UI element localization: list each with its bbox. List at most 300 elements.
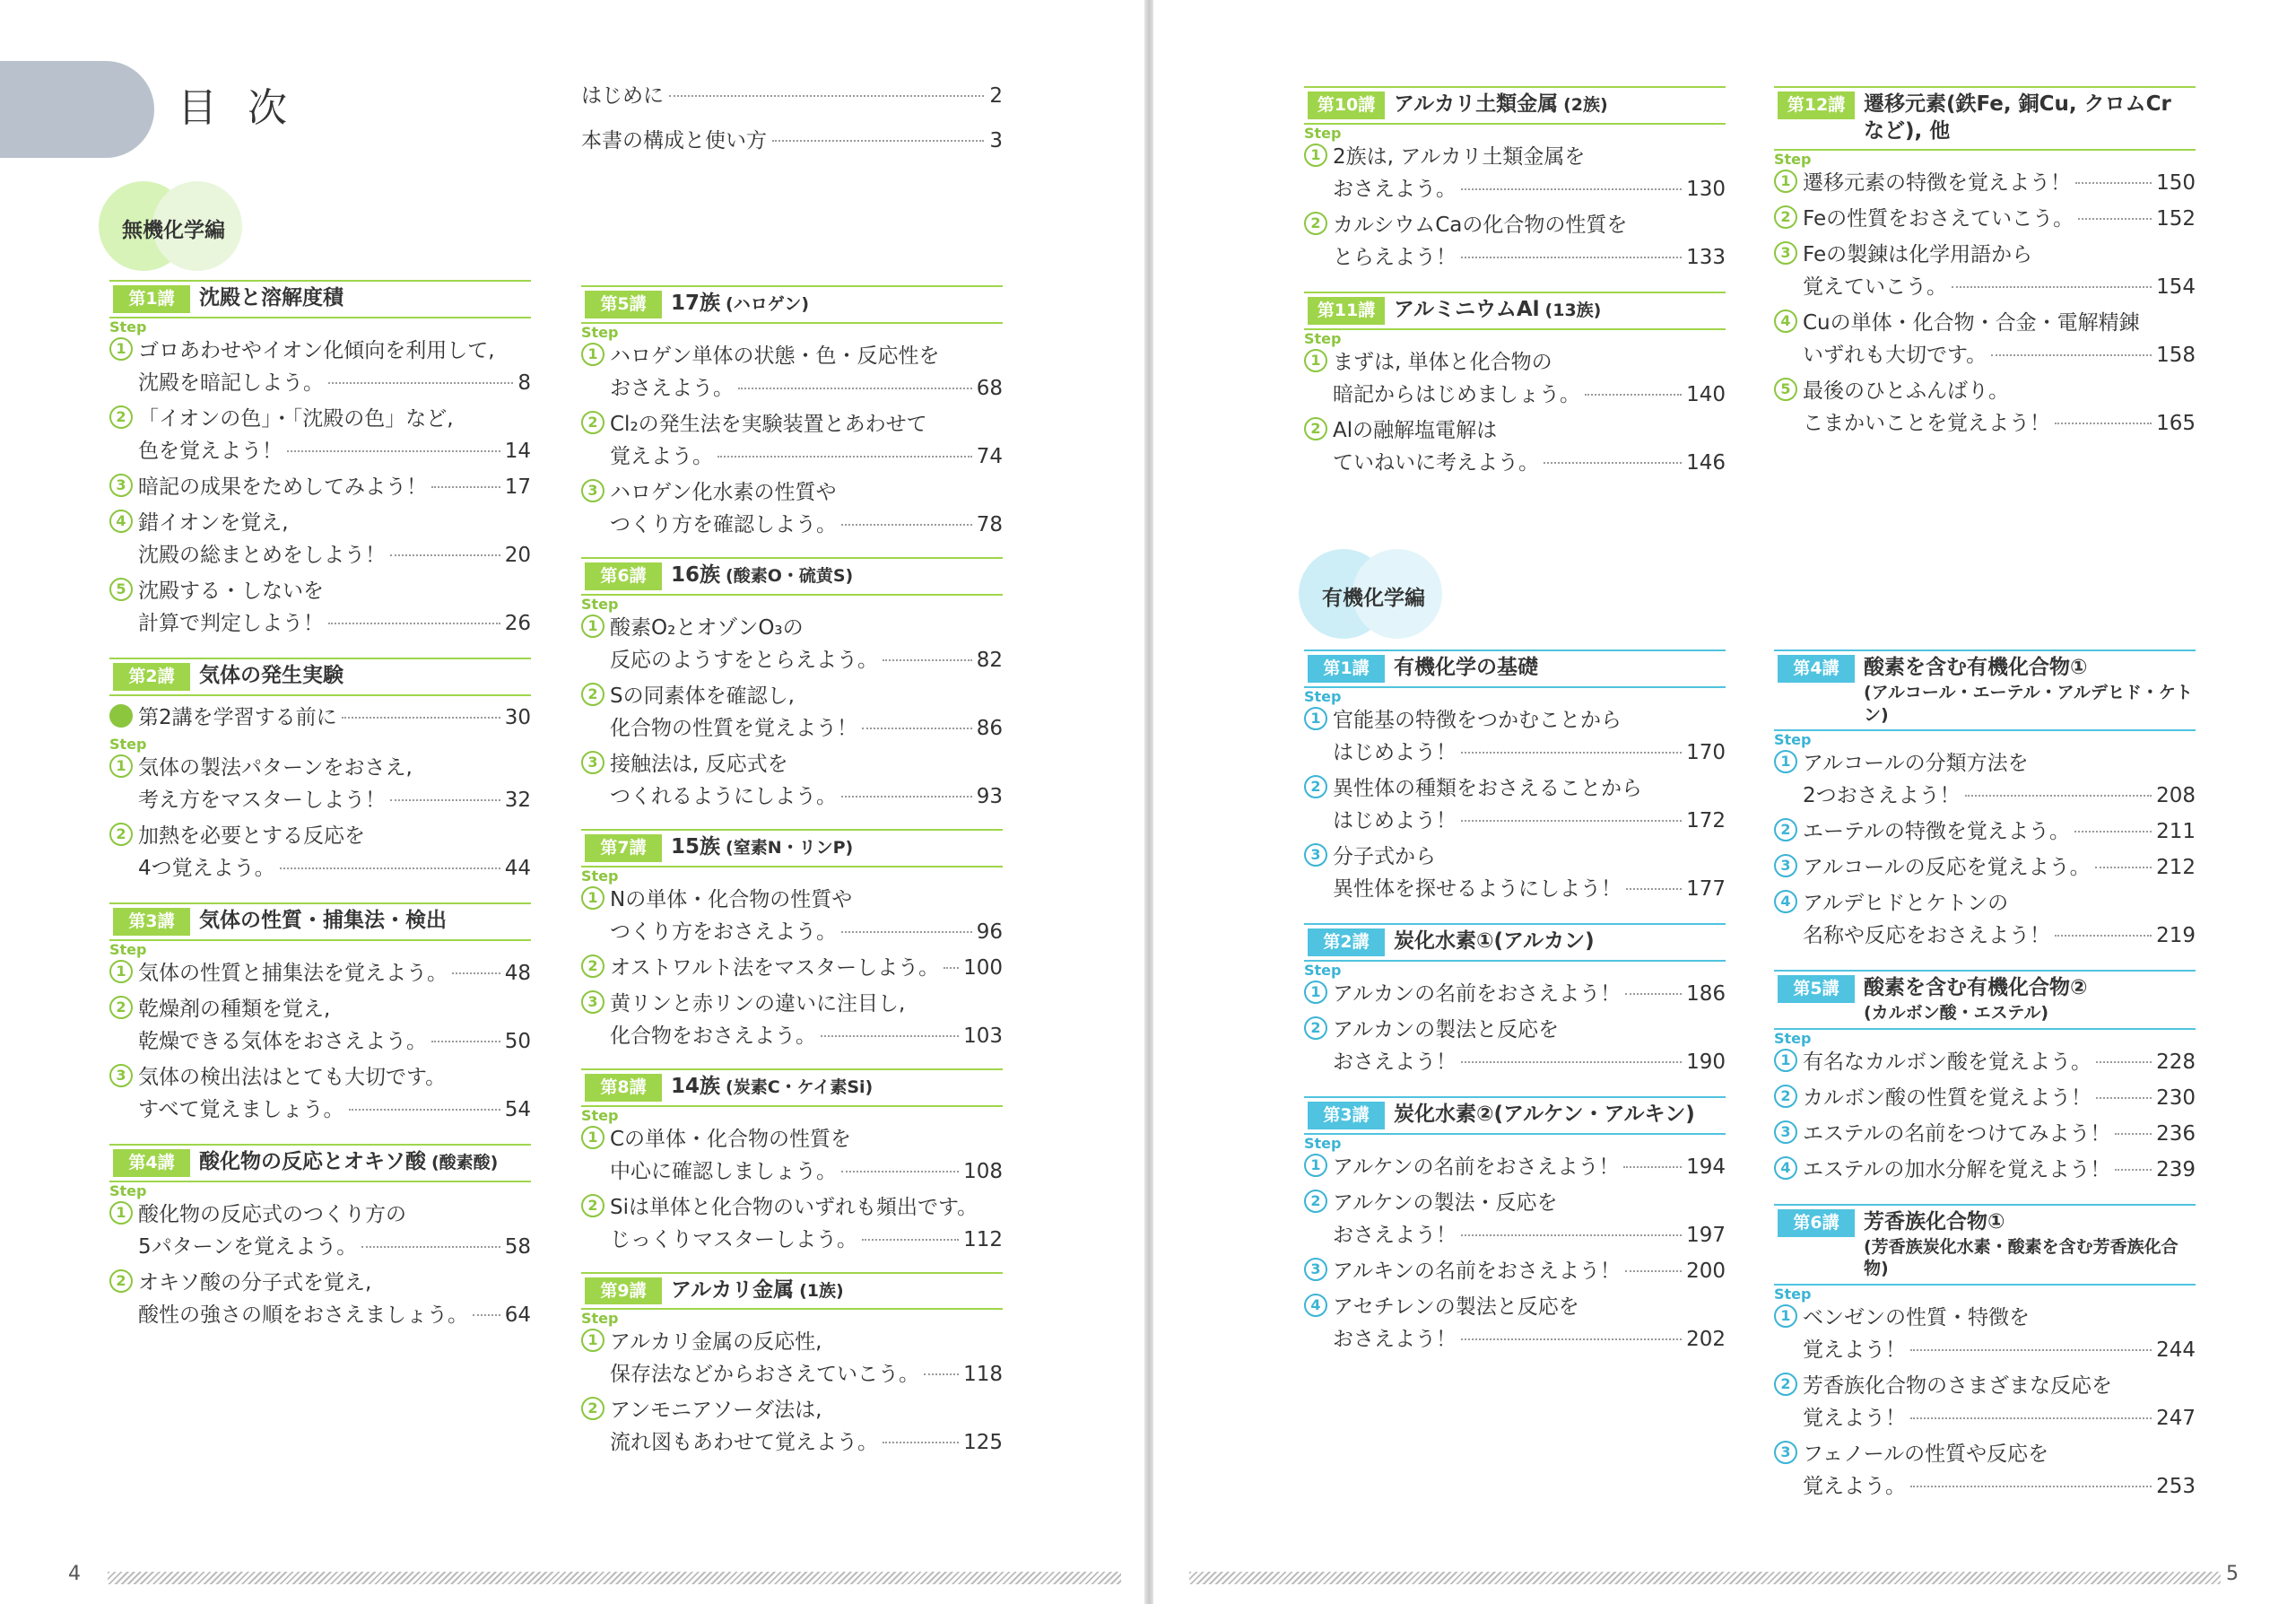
entry-last-line — [138, 1231, 531, 1263]
entry-text-line: 乾燥できる気体をおさえよう。 — [138, 1029, 427, 1053]
entry-last-line — [610, 1426, 1003, 1459]
entry-text-line: 2つおさえよう！ — [1803, 784, 1961, 808]
lecture-title — [662, 562, 1003, 589]
intro-entry[interactable] — [581, 79, 1003, 109]
step-number-icon: 4 — [1774, 309, 1797, 333]
entry-last-line — [1333, 737, 1726, 769]
page-number: 8 — [517, 370, 531, 395]
step-entry[interactable] — [109, 957, 531, 989]
lecture-header[interactable] — [1304, 86, 1726, 125]
entry-text-line: アンモニアソーダ法は, — [610, 1399, 822, 1423]
step-entry[interactable] — [1774, 1118, 2196, 1150]
entry-last-line — [1333, 241, 1726, 274]
step-entry[interactable] — [109, 403, 531, 467]
step-number-icon: 2 — [1304, 775, 1327, 798]
toc-column-5 — [1304, 649, 1726, 1359]
entry-body — [138, 752, 531, 816]
step-entry[interactable] — [1774, 239, 2196, 303]
step-entry[interactable] — [1774, 1082, 2196, 1114]
step-entry[interactable] — [581, 476, 1003, 541]
step-entry[interactable] — [581, 680, 1003, 745]
entry-text-line: エステルの名前をつけてみよう！ — [1803, 1121, 2111, 1146]
entry-last-line — [1333, 1323, 1726, 1356]
entry-text-line: はじめよう！ — [1333, 740, 1457, 764]
page-number: 244 — [2156, 1338, 2196, 1363]
page-number: 154 — [2156, 275, 2196, 299]
step-entry[interactable] — [1774, 1154, 2196, 1186]
step-entry[interactable] — [1304, 346, 1726, 411]
entry-last-line — [610, 1224, 1003, 1256]
entry-body — [1803, 1438, 2196, 1503]
page-number: 200 — [1686, 1259, 1726, 1283]
entry-text-line: 覚えよう！ — [1803, 1407, 1906, 1431]
lecture-header[interactable] — [1774, 86, 2196, 151]
lecture-header[interactable] — [109, 1144, 531, 1182]
step-number-icon: 1 — [581, 886, 604, 910]
entry-body — [1333, 414, 1726, 479]
step-number-icon: 5 — [109, 578, 133, 601]
step-entry[interactable] — [1774, 375, 2196, 440]
lecture-header[interactable] — [1304, 292, 1726, 330]
lecture-block — [1304, 1096, 1726, 1356]
entry-text-line: 計算で判定しよう！ — [138, 611, 324, 635]
lecture-title — [1385, 1102, 1726, 1129]
step-entry[interactable] — [581, 408, 1003, 473]
entry-body — [610, 476, 1003, 541]
step-entry[interactable] — [1304, 704, 1726, 769]
lecture-number-badge: 第2講 — [113, 663, 190, 691]
entry-text-line: 錯イオンを覚え, — [138, 510, 289, 535]
step-entry[interactable] — [581, 612, 1003, 676]
lecture-title-line2: など), 他 — [1864, 118, 1951, 143]
step-entry[interactable] — [1774, 1302, 2196, 1366]
entry-last-line — [610, 952, 1003, 984]
section-badge-organic — [1299, 549, 1483, 639]
page-number: 177 — [1686, 876, 1726, 901]
leader-dots — [287, 450, 500, 452]
page-number: 202 — [1686, 1327, 1726, 1351]
step-entry[interactable] — [109, 507, 531, 571]
entry-text-line: 分子式から — [1333, 844, 1436, 868]
leader-dots — [862, 728, 972, 729]
entry-last-line — [1333, 173, 1726, 205]
step-entry[interactable] — [1304, 141, 1726, 205]
lecture-number-badge: 第4講 — [1778, 655, 1855, 683]
entry-text-line: はじめよう！ — [1333, 808, 1457, 833]
step-number-icon: 3 — [1304, 843, 1327, 867]
page-number: 48 — [504, 961, 531, 985]
page-number: 212 — [2156, 856, 2196, 880]
entry-last-line — [610, 509, 1003, 541]
page-number: 118 — [963, 1363, 1003, 1387]
step-entry[interactable] — [1304, 1151, 1726, 1183]
entry-body — [138, 335, 531, 399]
entry-body — [1803, 887, 2196, 952]
step-entry[interactable] — [1304, 209, 1726, 274]
step-entry[interactable] — [581, 748, 1003, 813]
lecture-header[interactable] — [581, 1272, 1003, 1311]
step-entry[interactable] — [1774, 307, 2196, 371]
lecture-block — [1304, 923, 1726, 1078]
step-entry[interactable] — [109, 1199, 531, 1263]
page-number: 96 — [976, 920, 1003, 944]
lecture-header[interactable] — [1774, 1204, 2196, 1286]
step-number-icon: 3 — [581, 479, 604, 502]
step-entry[interactable] — [1774, 203, 2196, 235]
lecture-title — [662, 1074, 1003, 1101]
lecture-title-suffix: (酸素O・硫黄S) — [726, 565, 854, 586]
lecture-header[interactable] — [109, 902, 531, 941]
lecture-header[interactable] — [581, 1068, 1003, 1107]
entry-body — [138, 820, 531, 885]
lecture-header[interactable] — [1304, 923, 1726, 962]
page-number: 247 — [2156, 1407, 2196, 1431]
entry-text-line: 5パターンを覚えよう。 — [138, 1234, 358, 1259]
step-entry[interactable] — [581, 340, 1003, 405]
entry-text-line: フェノールの性質や反応を — [1803, 1443, 2049, 1467]
lecture-header[interactable] — [109, 280, 531, 318]
leader-dots — [883, 659, 972, 661]
entry-text-line: 考え方をマスターしよう！ — [138, 788, 386, 812]
step-entry[interactable] — [581, 1191, 1003, 1256]
entry-text-line: 乾燥剤の種類を覚え, — [138, 997, 331, 1021]
lecture-title-text: 酸素を含む有機化合物② — [1864, 976, 2088, 1000]
leader-dots — [1952, 286, 2152, 288]
pre-study-entry[interactable] — [109, 702, 531, 734]
step-entry[interactable] — [1304, 1291, 1726, 1356]
entry-text-line: アルキンの名前をおさえよう！ — [1333, 1259, 1621, 1283]
step-number-icon: 5 — [1774, 378, 1797, 401]
step-entry[interactable] — [1774, 815, 2196, 848]
entry-last-line — [138, 702, 531, 734]
leader-dots — [841, 1171, 959, 1172]
section-label: 無機化学編 — [122, 219, 225, 242]
entry-last-line — [1803, 920, 2196, 952]
entry-body — [1803, 375, 2196, 440]
lecture-title-text: 気体の性質・捕集法・検出 — [199, 908, 447, 932]
lecture-header[interactable] — [1774, 649, 2196, 731]
step-label: Step — [1304, 329, 1342, 347]
step-entry[interactable] — [1304, 1255, 1726, 1287]
step-number-icon: 2 — [1304, 1190, 1327, 1213]
lecture-block — [1304, 86, 1726, 274]
entry-body — [1333, 1151, 1726, 1183]
step-number-icon: 3 — [109, 474, 133, 497]
entry-last-line — [1803, 780, 2196, 812]
entry-text-line: 化合物をおさえよう。 — [610, 1024, 816, 1048]
step-number-icon: 1 — [1304, 349, 1327, 372]
step-number-icon: 1 — [1304, 144, 1327, 167]
lecture-header[interactable] — [581, 285, 1003, 324]
entry-text-line: つくり方をおさえよう。 — [610, 920, 837, 944]
leader-dots — [361, 1246, 500, 1248]
entry-last-line — [138, 607, 531, 640]
step-entry[interactable] — [1774, 1370, 2196, 1434]
footer-rule — [1189, 1572, 2221, 1584]
entry-text-line: 覚えよう。 — [1803, 1475, 1906, 1499]
lecture-title-text: 17族 — [671, 292, 721, 315]
step-number-icon: 1 — [109, 960, 133, 983]
step-entry[interactable] — [109, 575, 531, 640]
step-entry[interactable] — [109, 1061, 531, 1126]
step-entry[interactable] — [1304, 772, 1726, 837]
page-number: 2 — [989, 84, 1003, 108]
page-number: 146 — [1686, 450, 1726, 475]
lecture-title-text: 炭化水素②(アルケン・アルキン) — [1394, 1102, 1695, 1126]
lecture-title-suffix: (窒素N・リンP) — [726, 837, 854, 858]
entry-text-line: 異性体の種類をおさえることから — [1333, 776, 1642, 800]
page-number: 219 — [2156, 924, 2196, 948]
page-number: 58 — [504, 1234, 531, 1259]
lecture-title-text: 15族 — [671, 834, 721, 859]
entry-last-line — [138, 539, 531, 571]
entry-body — [1333, 1187, 1726, 1251]
page-number: 140 — [1686, 382, 1726, 406]
page-number-left: 4 — [68, 1563, 81, 1585]
lecture-number-badge: 第11講 — [1308, 297, 1385, 325]
leader-dots — [1625, 1270, 1682, 1272]
entry-last-line — [1333, 379, 1726, 411]
entry-text-line: 異性体を探せるようにしよう！ — [1333, 876, 1622, 901]
page-number-right: 5 — [2226, 1563, 2239, 1585]
lecture-block — [581, 829, 1003, 1052]
entry-last-line — [610, 1358, 1003, 1390]
step-entry[interactable] — [581, 988, 1003, 1052]
lecture-subtitle: (カルボン酸・エステル) — [1864, 1003, 2049, 1024]
lecture-header[interactable] — [109, 658, 531, 696]
entry-body — [610, 612, 1003, 676]
step-label: Step — [1304, 124, 1342, 142]
entry-text-line: アルコールの反応を覚えよう。 — [1803, 856, 2091, 880]
entry-body — [1803, 307, 2196, 371]
entry-last-line — [1333, 978, 1726, 1010]
entry-text-line: 気体の性質と捕集法を覚えよう。 — [138, 961, 448, 985]
step-label: Step — [109, 940, 147, 958]
lecture-number-badge: 第8講 — [585, 1074, 662, 1102]
leader-dots — [1991, 354, 2152, 356]
page-number: 78 — [976, 512, 1003, 536]
entry-last-line — [1803, 1470, 2196, 1503]
entry-text-line: ベンゼンの性質・特徴を — [1803, 1306, 2030, 1330]
lecture-title-suffix: (酸素酸) — [431, 1152, 499, 1172]
step-entry[interactable] — [581, 884, 1003, 948]
entry-text-line: 酸素O₂とオゾンO₃の — [610, 615, 804, 640]
entry-text-line: とらえよう！ — [1333, 245, 1457, 269]
step-entry[interactable] — [109, 335, 531, 399]
step-entry[interactable] — [109, 471, 531, 503]
page-number: 230 — [2156, 1085, 2196, 1110]
step-number-icon: 1 — [1304, 1154, 1327, 1177]
entry-body — [1803, 1154, 2196, 1186]
entry-last-line — [138, 471, 531, 503]
lecture-header[interactable] — [581, 829, 1003, 867]
page-number: 112 — [963, 1227, 1003, 1251]
entry-text-line: 覚えよう。 — [610, 444, 713, 468]
lecture-title — [190, 285, 531, 312]
lecture-header[interactable] — [1774, 970, 2196, 1030]
page-number: 130 — [1686, 177, 1726, 201]
entry-last-line — [1803, 271, 2196, 303]
entry-text-line: いずれも大切です。 — [1803, 343, 1987, 367]
step-entry[interactable] — [1304, 841, 1726, 905]
leader-dots — [2074, 831, 2152, 833]
step-entry[interactable] — [1304, 1187, 1726, 1251]
step-entry[interactable] — [581, 1123, 1003, 1188]
step-entry[interactable] — [1774, 887, 2196, 952]
entry-text-line: おさえよう！ — [1333, 1327, 1457, 1351]
step-number-icon: 2 — [109, 1269, 133, 1293]
lecture-title-text: 酸素を含む有機化合物① — [1864, 656, 2088, 679]
page-number: 152 — [2156, 206, 2196, 231]
leader-dots — [1623, 1166, 1682, 1168]
leader-dots — [2078, 218, 2152, 220]
entry-text-line: ゴロあわせやイオン化傾向を利用して, — [138, 338, 495, 362]
page-number: 20 — [504, 543, 531, 567]
entry-body — [610, 1394, 1003, 1459]
step-label: Step — [109, 1181, 147, 1199]
step-entry[interactable] — [1774, 167, 2196, 199]
step-entry[interactable] — [109, 752, 531, 816]
leader-dots — [2055, 423, 2152, 424]
entry-text-line: 接触法は, 反応式を — [610, 752, 788, 776]
step-label: Step — [1304, 687, 1342, 705]
step-number-icon: 1 — [109, 337, 133, 361]
step-entry[interactable] — [1304, 978, 1726, 1010]
step-number-icon: 1 — [1774, 170, 1797, 193]
entry-body — [1333, 1014, 1726, 1078]
entry-text-line: 有名なカルボン酸を覚えよう。 — [1803, 1050, 2092, 1074]
page-number: 3 — [989, 129, 1003, 153]
step-number-icon: 2 — [581, 955, 604, 978]
lecture-title-text: 有機化学の基礎 — [1394, 656, 1538, 679]
step-entry[interactable] — [1774, 1438, 2196, 1503]
entry-body — [1333, 841, 1726, 905]
leader-dots — [390, 799, 500, 801]
lecture-title — [1855, 975, 2196, 1024]
entry-text-line: 官能基の特徴をつかむことから — [1333, 708, 1622, 732]
lecture-number-badge: 第2講 — [1308, 928, 1385, 956]
entry-text-line: 黄リンと赤リンの違いに注目し, — [610, 991, 906, 1016]
step-entry[interactable] — [581, 1326, 1003, 1390]
page-number: 236 — [2156, 1121, 2196, 1146]
toc-column-2 — [581, 285, 1003, 1462]
step-number-icon: 3 — [581, 751, 604, 774]
step-label: Step — [581, 1106, 619, 1124]
step-label: Step — [1774, 1029, 1812, 1047]
step-entry[interactable] — [109, 993, 531, 1058]
step-entry[interactable] — [1774, 747, 2196, 812]
step-number-icon: 3 — [1774, 854, 1797, 877]
page-number: 108 — [963, 1159, 1003, 1183]
lecture-subtitle: (アルコール・エーテル・アルデヒド・ケトン) — [1864, 682, 2193, 725]
lecture-title-text: 遷移元素(鉄Fe, 銅Cu, クロムCr — [1864, 92, 2171, 116]
entry-text-line: 4つ覚えよう。 — [138, 856, 275, 880]
lecture-header[interactable] — [1304, 649, 1726, 688]
step-entry[interactable] — [1774, 1046, 2196, 1078]
entry-text-line: 色を覚えよう！ — [138, 439, 283, 463]
step-label: Step — [581, 867, 619, 885]
entry-last-line — [1803, 1334, 2196, 1366]
entry-body — [138, 957, 531, 989]
page-number: 17 — [504, 475, 531, 499]
step-label: Step — [1304, 961, 1342, 979]
lecture-block — [581, 285, 1003, 541]
page-number: 150 — [2156, 170, 2196, 195]
lecture-block — [1774, 970, 2196, 1186]
lecture-block — [109, 902, 531, 1126]
entry-text-line: カルシウムCaの化合物の性質を — [1333, 213, 1628, 237]
entry-last-line — [1333, 447, 1726, 479]
entry-body — [1333, 209, 1726, 274]
leader-dots — [328, 382, 513, 384]
leader-dots — [1461, 1234, 1682, 1236]
leader-dots — [669, 95, 984, 97]
step-number-icon: 2 — [581, 683, 604, 706]
step-entry[interactable] — [581, 1394, 1003, 1459]
lecture-header[interactable] — [1304, 1096, 1726, 1135]
entry-body — [138, 471, 531, 503]
entry-last-line — [1803, 1154, 2196, 1186]
leader-dots — [2096, 1097, 2152, 1099]
entry-text-line: 気体の検出法はとても大切です。 — [138, 1065, 447, 1089]
lecture-title — [1855, 92, 2196, 145]
entry-text-line: 中心に確認しましょう。 — [610, 1159, 837, 1183]
section-badge-inorganic — [99, 181, 283, 271]
entry-last-line — [610, 372, 1003, 405]
entry-text-line: エステルの加水分解を覚えよう！ — [1803, 1157, 2111, 1181]
entry-body — [610, 1326, 1003, 1390]
leader-dots — [1461, 257, 1682, 258]
leader-dots — [280, 867, 500, 869]
lecture-block — [109, 658, 531, 885]
lecture-block — [581, 1068, 1003, 1256]
entry-text-line: 2族は, アルカリ土類金属を — [1333, 144, 1586, 169]
entry-text-line: 最後のひとふんばり。 — [1803, 379, 2009, 403]
entry-last-line — [610, 1155, 1003, 1188]
page-number: 172 — [1686, 808, 1726, 833]
entry-last-line — [1803, 407, 2196, 440]
lecture-title — [662, 291, 1003, 318]
toc-column-1 — [109, 280, 531, 1335]
step-entry[interactable] — [109, 1267, 531, 1331]
lecture-title — [1855, 1209, 2196, 1280]
entry-body — [610, 988, 1003, 1052]
lecture-title-text: アルカリ土類金属 — [1394, 92, 1559, 116]
entry-body — [138, 1267, 531, 1331]
lecture-number-badge: 第1講 — [1308, 655, 1385, 683]
entry-text-line: Feの性質をおさえていこう。 — [1803, 206, 2074, 231]
entry-last-line — [610, 644, 1003, 676]
page-number: 30 — [504, 705, 531, 729]
entry-body — [1333, 1291, 1726, 1356]
step-entry[interactable] — [581, 952, 1003, 984]
lecture-title — [1385, 655, 1726, 682]
lecture-number-badge: 第5講 — [1778, 975, 1855, 1003]
step-entry[interactable] — [1304, 414, 1726, 479]
lecture-block — [109, 1144, 531, 1331]
page-number: 103 — [963, 1024, 1003, 1048]
step-entry[interactable] — [109, 820, 531, 885]
entry-text-line: アルカリ金属の反応性, — [610, 1330, 822, 1355]
step-entry[interactable] — [1774, 851, 2196, 884]
intro-entry[interactable] — [581, 124, 1003, 153]
lecture-header[interactable] — [581, 557, 1003, 596]
entry-text-line: アルケンの製法・反応を — [1333, 1190, 1558, 1215]
entry-text-line: エーテルの特徴を覚えよう。 — [1803, 820, 2070, 844]
page-number: 197 — [1686, 1223, 1726, 1247]
step-entry[interactable] — [1304, 1014, 1726, 1078]
lecture-block — [109, 280, 531, 640]
